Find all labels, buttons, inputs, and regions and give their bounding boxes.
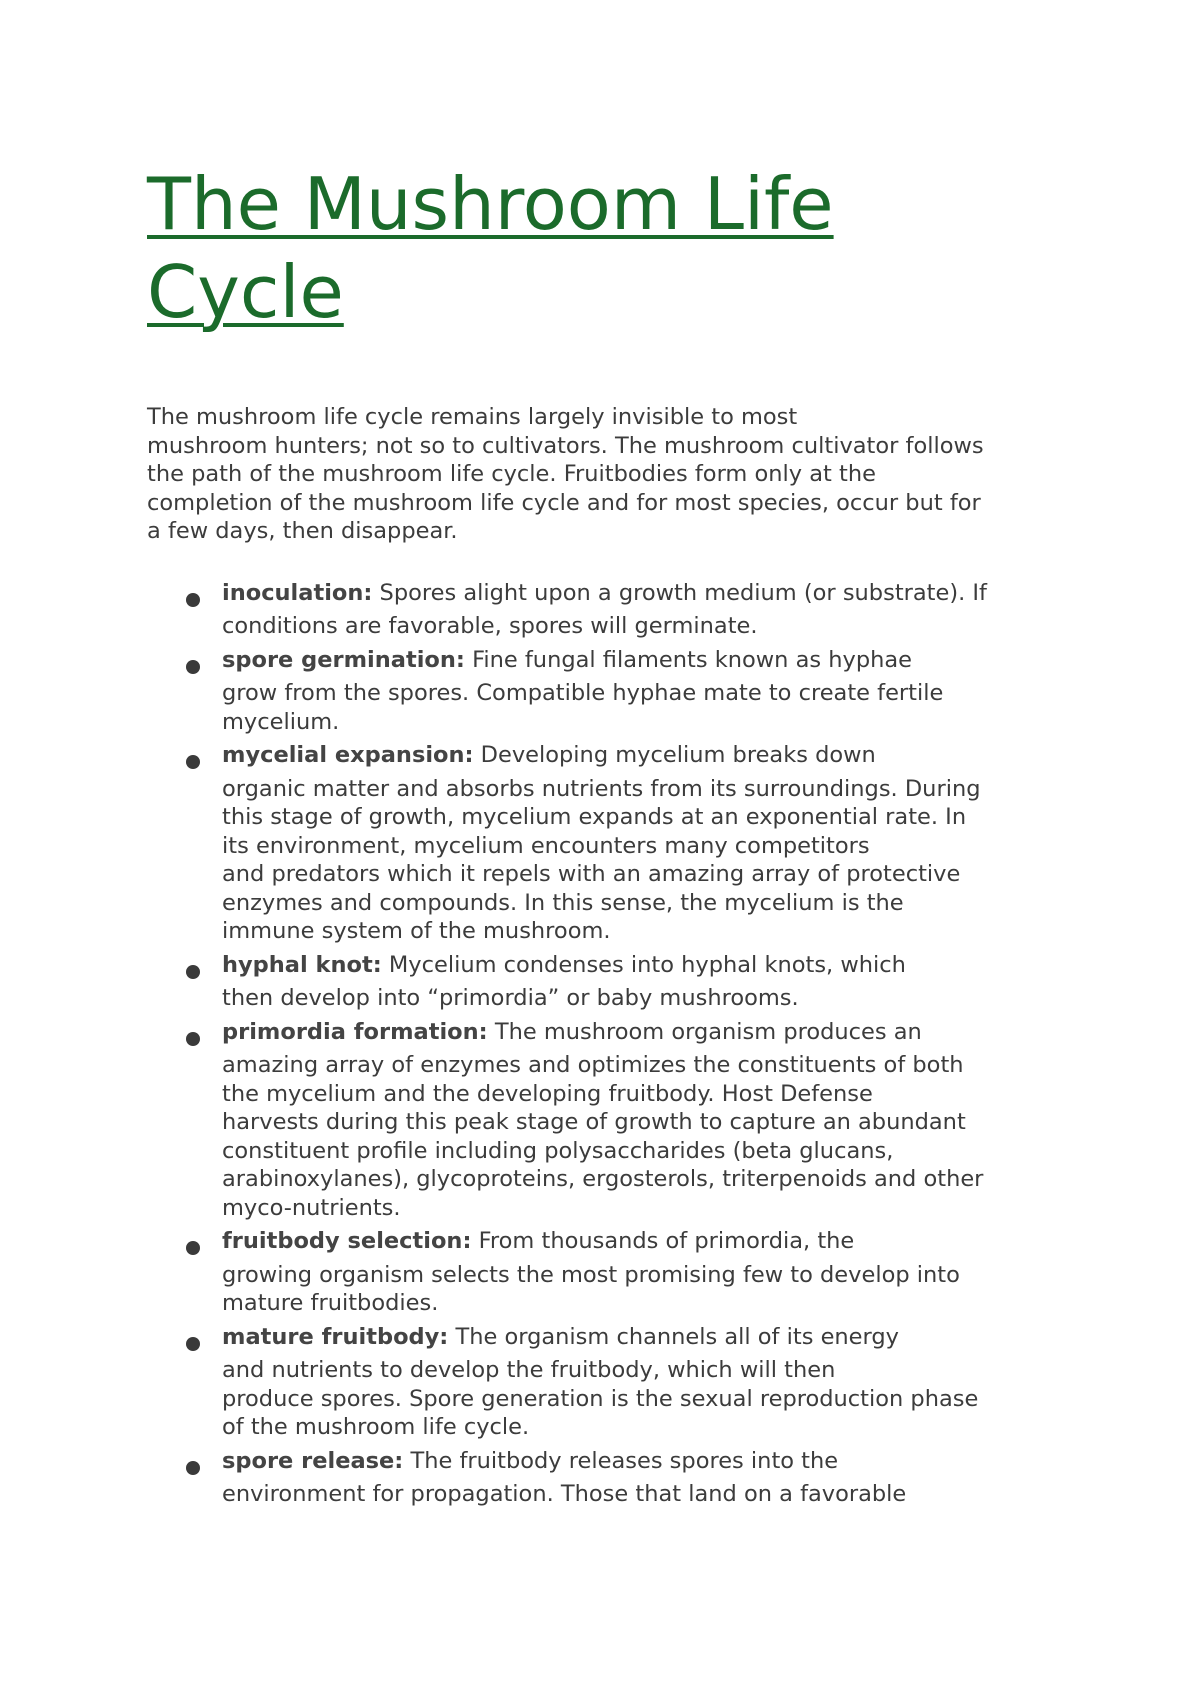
stage-term: spore release: xyxy=(222,1447,404,1474)
stage-description-line: produce spores. Spore generation is the sexual reproduction phase xyxy=(222,1385,979,1412)
stage-description: The fruitbody releases spores into the xyxy=(403,1447,839,1474)
stage-description-line: harvests during this peak stage of growth to capture an abundant xyxy=(222,1109,966,1135)
stage-first-line xyxy=(222,1227,1067,1256)
stage-item-primordia-formation xyxy=(147,1018,1067,1223)
stage-description-line: its environment, mycelium encounters many competitors xyxy=(222,832,870,859)
stage-description-line: conditions are favorable, spores will germinate. xyxy=(222,613,758,639)
stage-description-line: this stage of growth, mycelium expands at an exponential rate. In xyxy=(222,804,967,830)
stage-description: Mycelium condenses into hyphal knots, which xyxy=(381,951,906,978)
stage-term: fruitbody selection: xyxy=(222,1228,472,1254)
title-line-2: Cycle xyxy=(147,250,344,334)
stage-description-line: the mycelium and the developing fruitbody. Host Defense xyxy=(222,1080,873,1107)
stage-first-line xyxy=(222,646,1067,675)
stage-description: The mushroom organism produces an xyxy=(487,1018,922,1045)
stage-description-line: grow from the spores. Compatible hyphae mate to create fertile xyxy=(222,680,944,706)
stage-description-line: enzymes and compounds. In this sense, the mycelium is the xyxy=(222,889,904,916)
stage-description: Spores alight upon a growth medium (or substrate). If xyxy=(372,579,987,606)
bullet-icon xyxy=(186,965,200,979)
page-title xyxy=(147,160,1067,336)
stage-first-line xyxy=(222,1447,1067,1476)
stage-description-line: and predators which it repels with an amazing array of protective xyxy=(222,861,961,887)
bullet-icon xyxy=(186,755,200,769)
stage-description-line: organic matter and absorbs nutrients from its surroundings. During xyxy=(222,775,981,802)
stage-item-spore-germination xyxy=(147,646,1067,737)
stage-description: From thousands of primordia, the xyxy=(471,1228,855,1254)
title-line-1: The Mushroom Life xyxy=(147,162,834,246)
stage-description-line: myco-nutrients. xyxy=(222,1194,401,1221)
stage-description-line: environment for propagation. Those that land on a favorable xyxy=(222,1481,907,1507)
stage-item-fruitbody-selection xyxy=(147,1227,1067,1318)
stage-description-line: arabinoxylanes), glycoproteins, ergosterols, triterpenoids and other xyxy=(222,1166,984,1192)
stage-term: mycelial expansion: xyxy=(222,742,474,768)
stage-description-line: of the mushroom life cycle. xyxy=(222,1414,530,1440)
document-page xyxy=(147,160,1067,1514)
intro-paragraph xyxy=(147,403,1067,546)
stage-first-line xyxy=(222,579,1067,608)
stage-description-line: and nutrients to develop the fruitbody, which will then xyxy=(222,1357,836,1383)
intro-line: a few days, then disappear. xyxy=(147,518,458,544)
intro-line: completion of the mushroom life cycle and for most species, occur but for xyxy=(147,489,981,516)
stage-item-inoculation xyxy=(147,579,1067,641)
stage-item-mycelial-expansion xyxy=(147,741,1067,946)
bullet-icon xyxy=(186,1032,200,1046)
stage-term: inoculation: xyxy=(222,579,373,606)
stage-description: Fine fungal filaments known as hyphae xyxy=(464,646,913,673)
stage-first-line xyxy=(222,1018,1067,1047)
stage-item-hyphal-knot xyxy=(147,951,1067,1013)
stage-description-line: mycelium. xyxy=(222,708,340,735)
bullet-icon xyxy=(186,593,200,607)
stage-first-line xyxy=(222,951,1067,980)
bullet-icon xyxy=(186,1241,200,1255)
stage-term: primordia formation: xyxy=(222,1018,488,1045)
bullet-icon xyxy=(186,1337,200,1351)
stage-first-line xyxy=(222,1323,1067,1352)
intro-line: the path of the mushroom life cycle. Fruitbodies form only at the xyxy=(147,461,876,487)
stage-description: Developing mycelium breaks down xyxy=(473,742,876,768)
stage-first-line xyxy=(222,741,1067,770)
stage-description: The organism channels all of its energy xyxy=(448,1323,899,1350)
bullet-icon xyxy=(186,1461,200,1475)
stage-term: spore germination: xyxy=(222,646,465,673)
stage-term: mature fruitbody: xyxy=(222,1323,449,1350)
stage-description-line: immune system of the mushroom. xyxy=(222,918,611,944)
stage-term: hyphal knot: xyxy=(222,951,382,978)
stage-description-line: mature fruitbodies. xyxy=(222,1290,439,1316)
stage-description-line: constituent profile including polysaccharides (beta glucans, xyxy=(222,1137,894,1164)
stage-description-line: growing organism selects the most promising few to develop into xyxy=(222,1261,960,1288)
stage-description-line: amazing array of enzymes and optimizes the constituents of both xyxy=(222,1052,964,1078)
intro-line: mushroom hunters; not so to cultivators. The mushroom cultivator follows xyxy=(147,432,984,459)
stage-description-line: then develop into “primordia” or baby mushrooms. xyxy=(222,985,799,1011)
intro-line: The mushroom life cycle remains largely invisible to most xyxy=(147,404,798,430)
stage-item-spore-release xyxy=(147,1447,1067,1509)
life-cycle-stage-list xyxy=(147,579,1067,1509)
bullet-icon xyxy=(186,660,200,674)
stage-item-mature-fruitbody xyxy=(147,1323,1067,1442)
